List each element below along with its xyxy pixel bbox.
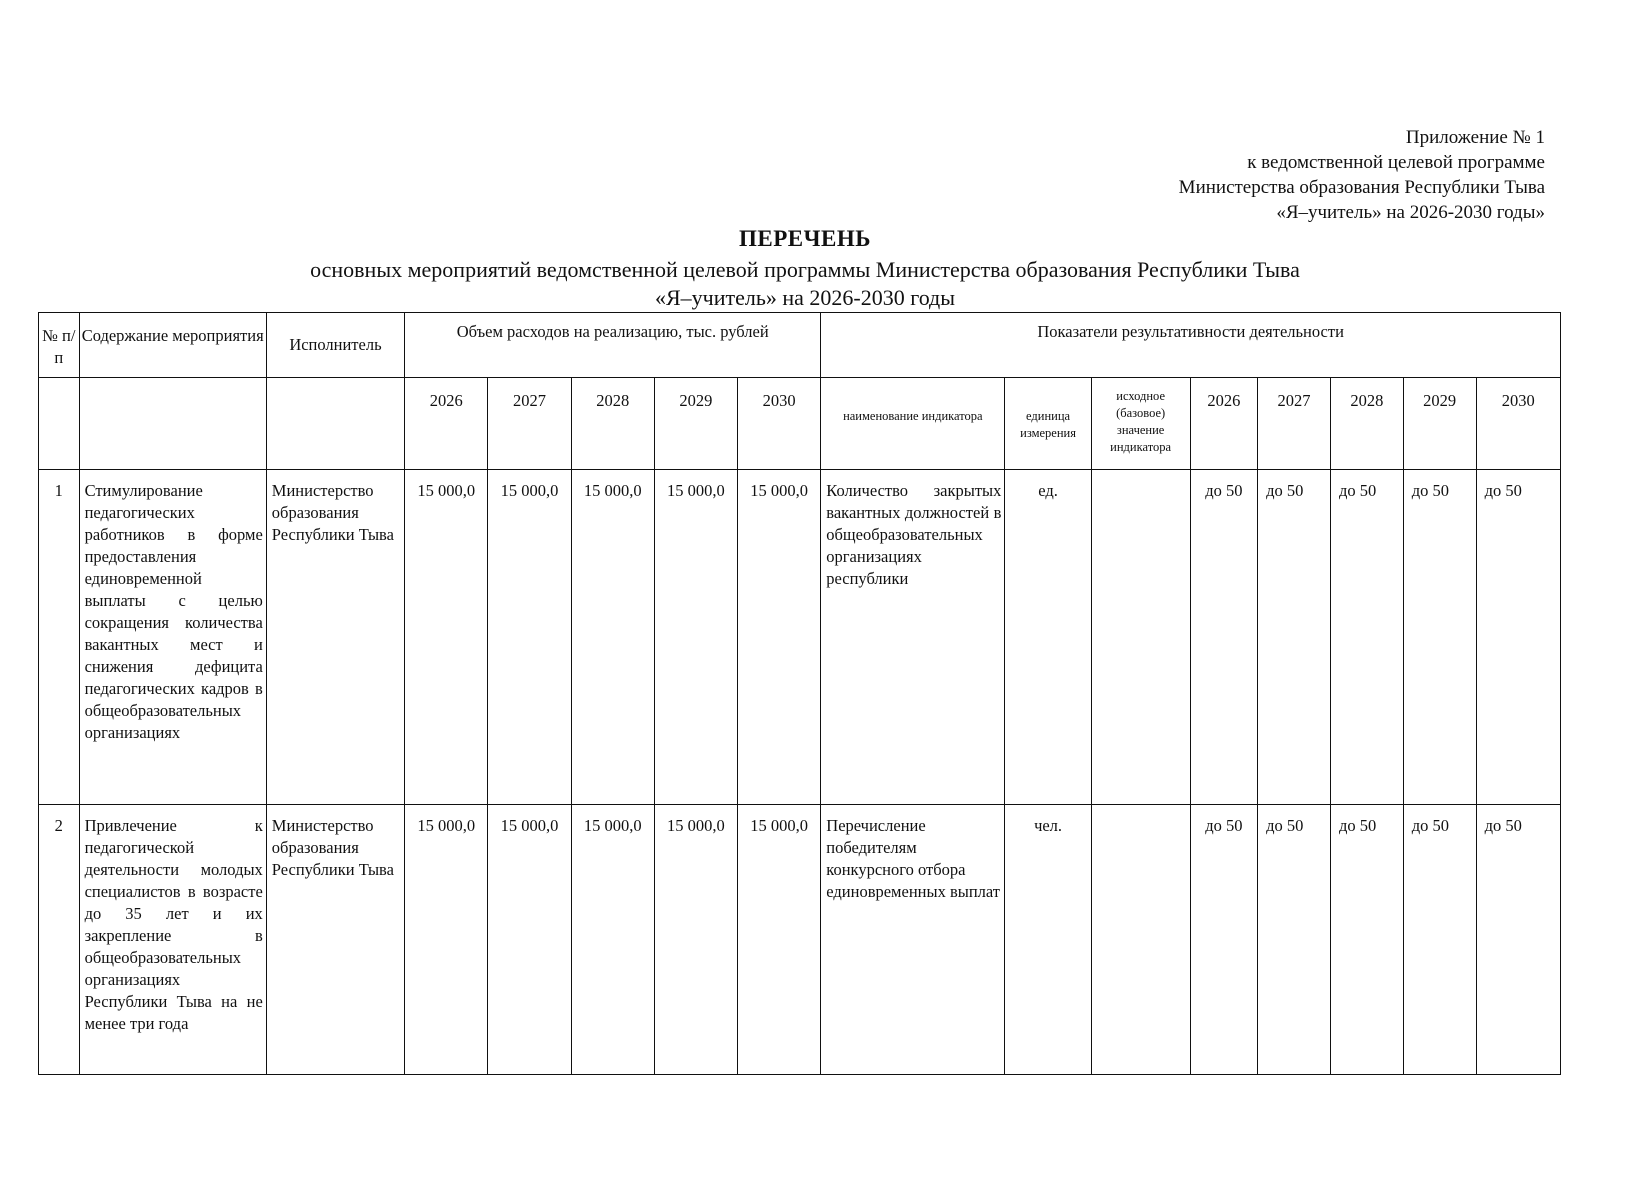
row-target: до 50 [1258,470,1331,805]
row-expense: 15 000,0 [654,805,737,1075]
header-unit: единица измерения [1005,378,1091,470]
row-expense: 15 000,0 [654,470,737,805]
subtitle-line: «Я–учитель» на 2026-2030 годы [654,285,956,310]
header-indicator-name: наименование индикатора [821,378,1005,470]
expense-year: 2030 [738,378,821,470]
document-subtitle [0,256,1610,312]
document-title: ПЕРЕЧЕНЬ [739,226,871,251]
row-expense: 15 000,0 [488,805,571,1075]
row-num: 2 [39,805,80,1075]
empty-cell [39,378,80,470]
table-row [39,805,1561,1075]
empty-cell [266,378,404,470]
table-subheader-row [39,378,1561,470]
row-expense: 15 000,0 [738,805,821,1075]
row-content: Стимулирование педагогических работников в форме предоставления единовременной выплаты с целью сокращения количества вакантных мест и снижения дефицита педагогических кадров в общеобразовательных организациях [79,470,266,805]
expense-year: 2029 [654,378,737,470]
expense-year: 2026 [405,378,488,470]
appendix-line: к ведомственной целевой программе [1247,152,1545,173]
row-expense: 15 000,0 [488,470,571,805]
row-target: до 50 [1476,805,1560,1075]
row-unit: ед. [1005,470,1091,805]
table-header-row [39,313,1561,378]
header-expenses: Объем расходов на реализацию, тыс. рублей [405,313,821,378]
indicator-year: 2028 [1330,378,1403,470]
expense-year: 2028 [571,378,654,470]
expense-year: 2027 [488,378,571,470]
table-row [39,470,1561,805]
row-unit: чел. [1005,805,1091,1075]
appendix-line: Приложение № 1 [1405,127,1545,148]
row-target: до 50 [1476,470,1560,805]
appendix-line: «Я–учитель» на 2026-2030 годы» [1276,202,1545,223]
header-num: № п/п [39,313,80,378]
row-num: 1 [39,470,80,805]
row-expense: 15 000,0 [738,470,821,805]
row-expense: 15 000,0 [571,470,654,805]
row-target: до 50 [1403,805,1476,1075]
row-expense: 15 000,0 [405,805,488,1075]
header-executor: Исполнитель [266,313,404,378]
indicator-year: 2027 [1258,378,1331,470]
row-expense: 15 000,0 [571,805,654,1075]
row-indicator: Количество закрытых вакантных должностей в общеобразовательных организациях республики [821,470,1005,805]
row-expense: 15 000,0 [405,470,488,805]
indicator-year: 2029 [1403,378,1476,470]
appendix-line: Министерства образования Республики Тыва [1178,177,1545,198]
row-target: до 50 [1190,805,1258,1075]
empty-cell [79,378,266,470]
row-executor: Министерство образования Республики Тыва [266,805,404,1075]
appendix-note [1179,125,1545,225]
subtitle-line: основных мероприятий ведомственной целевой программы Министерства образования Республики Тыва [310,257,1300,282]
measures-table [38,312,1561,1075]
row-target: до 50 [1258,805,1331,1075]
row-base-value [1091,470,1190,805]
row-target: до 50 [1190,470,1258,805]
row-target: до 50 [1330,805,1403,1075]
row-content: Привлечение к педагогической деятельности молодых специалистов в возрасте до 35 лет и их закрепление в общеобразовательных организациях Республики Тыва на не менее три года [79,805,266,1075]
header-base-value: исходное (базовое) значение индикатора [1091,378,1190,470]
row-indicator: Перечисление победителям конкурсного отбора единовременных выплат [821,805,1005,1075]
indicator-year: 2026 [1190,378,1258,470]
row-executor: Министерство образования Республики Тыва [266,470,404,805]
header-content: Содержание мероприятия [79,313,266,378]
row-target: до 50 [1330,470,1403,805]
row-target: до 50 [1403,470,1476,805]
indicator-year: 2030 [1476,378,1560,470]
row-base-value [1091,805,1190,1075]
header-indicators: Показатели результативности деятельности [821,313,1561,378]
